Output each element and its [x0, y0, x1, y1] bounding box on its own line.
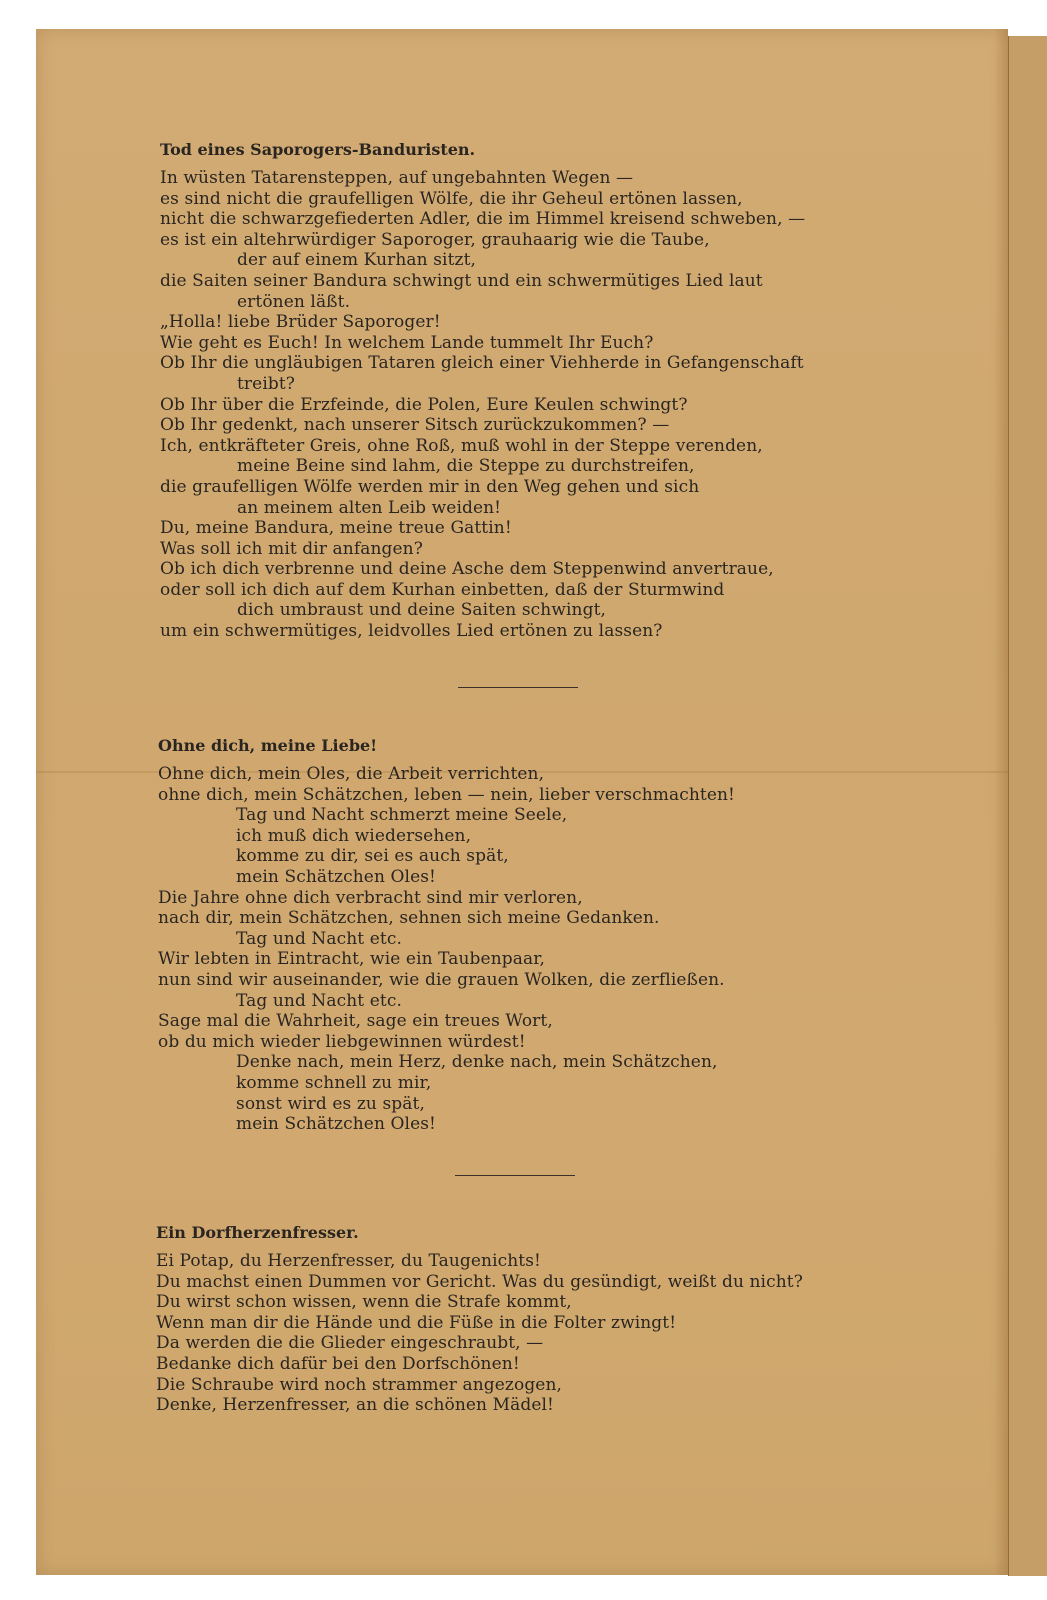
poem-line: meine Beine sind lahm, die Steppe zu durchstreifen, [237, 456, 695, 477]
poem-line: ich muß dich wiedersehen, [236, 825, 472, 846]
poem-line: ob du mich wieder liebgewinnen würdest! [158, 1031, 526, 1052]
poem-title: Tod eines Saporogers-Banduristen. [160, 140, 476, 159]
poem-line: der auf einem Kurhan sitzt, [237, 250, 477, 271]
poem-line: Tag und Nacht etc. [236, 990, 402, 1011]
poem-line: um ein schwermütiges, leidvolles Lied ertönen zu lassen? [160, 621, 663, 642]
poem-line: „Holla! liebe Brüder Saporoger! [160, 312, 441, 333]
poem-line: es sind nicht die graufelligen Wölfe, die ihr Geheul ertönen lassen, [160, 188, 743, 209]
poem-line: dich umbraust und deine Saiten schwingt, [237, 600, 607, 621]
poem-line: an meinem alten Leib weiden! [237, 497, 502, 518]
poem-line: Denke nach, mein Herz, denke nach, mein Schätzchen, [236, 1052, 718, 1073]
poem-title: Ohne dich, meine Liebe! [158, 736, 378, 755]
poem-line: komme schnell zu mir, [236, 1072, 432, 1093]
poem-ohne-dich [158, 736, 735, 1135]
poem-line: mein Schätzchen Oles! [236, 1114, 436, 1135]
poem-line: ertönen läßt. [237, 291, 351, 312]
poem-line: Denke, Herzenfresser, an die schönen Mädel! [156, 1395, 554, 1416]
poem-line: nun sind wir auseinander, wie die grauen Wolken, die zerfließen. [158, 969, 725, 990]
poem-dorfherzenfresser [156, 1223, 803, 1416]
section-divider [455, 1175, 575, 1176]
poem-line: Wir lebten in Eintracht, wie ein Taubenpaar, [158, 949, 546, 970]
poem-line: Wie geht es Euch! In welchem Lande tummelt Ihr Euch? [160, 332, 654, 353]
poem-line: Tag und Nacht schmerzt meine Seele, [236, 805, 568, 826]
poem-line: Die Schraube wird noch strammer angezogen, [156, 1374, 563, 1395]
poem-line: Wenn man dir die Hände und die Füße in die Folter zwingt! [156, 1312, 677, 1333]
poem-line: Tag und Nacht etc. [236, 928, 402, 949]
poem-line: Ob ich dich verbrenne und deine Asche dem Steppenwind anvertraue, [160, 559, 774, 580]
back-page-edge [1008, 36, 1047, 1576]
poem-line: Ich, entkräfteter Greis, ohne Roß, muß wohl in der Steppe verenden, [160, 435, 763, 456]
poem-line: nicht die schwarzgefiederten Adler, die im Himmel kreisend schweben, — [160, 209, 806, 230]
poem-line: komme zu dir, sei es auch spät, [236, 846, 509, 867]
poem-line: Ob Ihr über die Erzfeinde, die Polen, Eure Keulen schwingt? [160, 394, 688, 415]
poem-line: Die Jahre ohne dich verbracht sind mir verloren, [158, 887, 583, 908]
poem-title: Ein Dorfherzenfresser. [156, 1223, 359, 1242]
sheet-edge-shadow [994, 29, 1008, 1575]
poem-line: Da werden die die Glieder eingeschraubt, — [156, 1333, 544, 1354]
poem-body [156, 1251, 803, 1416]
poem-line: Du, meine Bandura, meine treue Gattin! [160, 518, 512, 539]
poem-body [160, 168, 805, 642]
poem-line: Bedanke dich dafür bei den Dorfschönen! [156, 1353, 520, 1374]
poem-line: In wüsten Tatarensteppen, auf ungebahnten Wegen — [160, 168, 634, 188]
poem-line: Du wirst schon wissen, wenn die Strafe kommt, [156, 1292, 572, 1313]
poem-line: Was soll ich mit dir anfangen? [160, 538, 423, 559]
poem-tod-eines-saporogers [160, 140, 805, 642]
poem-line: Du machst einen Dummen vor Gericht. Was du gesündigt, weißt du nicht? [156, 1271, 803, 1292]
poem-line: treibt? [237, 373, 295, 394]
poem-line: ohne dich, mein Schätzchen, leben — nein, lieber verschmachten! [158, 784, 735, 805]
poem-line: sonst wird es zu spät, [236, 1093, 425, 1114]
poem-line: es ist ein altehrwürdiger Saporoger, grauhaarig wie die Taube, [160, 229, 710, 250]
poem-line: mein Schätzchen Oles! [236, 866, 436, 887]
poem-body [158, 764, 735, 1135]
poem-line: nach dir, mein Schätzchen, sehnen sich meine Gedanken. [158, 908, 660, 929]
poem-line: die Saiten seiner Bandura schwingt und ein schwermütiges Lied laut [160, 270, 763, 291]
poem-line: oder soll ich dich auf dem Kurhan einbetten, daß der Sturmwind [160, 579, 725, 600]
poem-line: Ob Ihr die ungläubigen Tataren gleich einer Viehherde in Gefangenschaft [160, 353, 804, 374]
section-divider [458, 687, 578, 688]
poem-line: Ei Potap, du Herzenfresser, du Taugenichts! [156, 1251, 541, 1271]
poem-line: die graufelligen Wölfe werden mir in den Weg gehen und sich [160, 476, 700, 497]
poem-line: Ohne dich, mein Oles, die Arbeit verrichten, [158, 764, 545, 784]
poem-line: Sage mal die Wahrheit, sage ein treues Wort, [158, 1011, 553, 1032]
poem-line: Ob Ihr gedenkt, nach unserer Sitsch zurückzukommen? — [160, 415, 670, 436]
